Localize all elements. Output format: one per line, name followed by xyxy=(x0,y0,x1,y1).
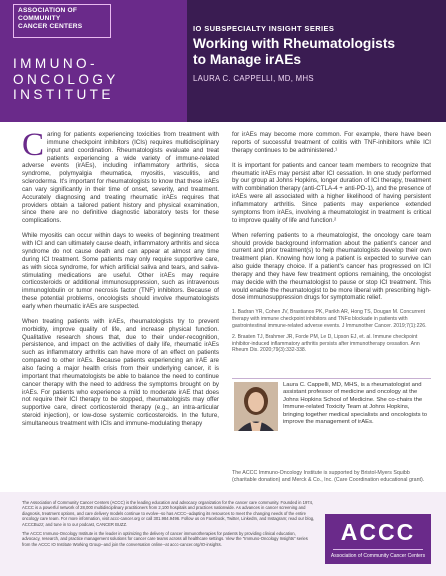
paragraph-referral: When referring patients to a rheumatologist, the oncology care team should provide background information about the patient's cancer and current and prior treatment(s) to help rheumatologists develop their own treatment plan. Knowing how long a patient is expected to survive can also guide therapy choice. If a patient's cancer has progressed on ICI therapy and they have few treatment options remaining, the oncologist may decide with the rheumatologist to pause or stop ICI treatment. This would enable the rheumatologist to be more liberal with prescribing high-dose immunosuppression drugs for symptomatic relief. xyxy=(232,231,431,302)
paragraph-persistence: It is important for patients and cancer team members to recognize that rheumatic irAEs may persist after ICI cessation. In one study performed by our group at Johns Hopkins, longer duration of ICI therapy, treatment with combination therapy (anti-CTLA-4 + anti-PD-1), and the presence of irAEs were all associated with a higher likelihood of having persistent inflammatory arthritis. Since patients may experience extended symptoms from irAEs, involving a rheumatologist in treatment is critical to improve quality of life and function.² xyxy=(232,161,431,224)
footer-accc-description: The Association of Community Cancer Centers (ACCC) is the leading education and advocacy organization for the cancer care community. Founded in 1974, ACCC is a powerful network of 28,000 multidisciplinary practitioners from 2,100 hospitals and practices nationwide. As advances in cancer screening and diagnosis, treatment options, and care delivery models continue to evolve--so has ACCC--adapting its resources to meet the changing needs of the entire oncology care team. For more information, visit accc-cancer.org or call 301.984.9496. Follow us on Facebook, Twitter, LinkedIn, and Instagram; read our blog, ACCCBuzz; and tune in to our podcast, CANCER BUZZ. xyxy=(22,500,315,527)
org-name-line-3: CANCER CENTERS xyxy=(18,22,83,30)
org-name-line-1: ASSOCIATION OF xyxy=(18,7,78,14)
article-column-left xyxy=(22,127,219,435)
author-byline: LAURA C. CAPPELLI, MD, MHS xyxy=(193,74,314,83)
support-statement: The ACCC Immuno-Oncology Institute is supported by Bristol-Myers Squibb (charitable donation) and Merck & Co., Inc. (Care Coordination educational grant). xyxy=(232,470,425,483)
accc-logo-name: Association of Community Cancer Centers xyxy=(330,553,426,559)
paragraph-intro-text: aring for patients experiencing toxicities from treatment with immune checkpoint inhibitors (ICIs) requires multidisciplinary input and coordination. Rheumatologists evaluate and treat patients experiencing a wide variety of immune-related adverse events (irAEs), including inflammatory arthritis, sicca syndrome, polymyalgia rheumatica, myositis, vasculitis, and scleroderma. It's important for rheumatologists to know that these irAEs can vary significantly in their time of onset, severity, and treatment. Accurately diagnosing and treating rheumatic irAEs requires that providers obtain a tailored patient history and physical examination, since there are no definitive diagnostic laboratory tests for these complications. xyxy=(22,131,219,225)
page-title-line-1: Working with Rheumatologists xyxy=(193,36,396,51)
bio-divider xyxy=(232,378,431,379)
accc-logo xyxy=(325,514,431,564)
accc-logo-letters: ACCC xyxy=(340,519,416,545)
header-left-panel xyxy=(0,0,187,122)
references-list xyxy=(232,309,431,354)
accc-org-badge xyxy=(13,4,111,38)
org-name-line-2: COMMUNITY xyxy=(18,14,61,22)
institute-title-line-1: IMMUNO- xyxy=(13,56,98,71)
institute-title-line-2: ONCOLOGY xyxy=(13,71,119,87)
institute-title-line-3: INSTITUTE xyxy=(13,87,114,102)
article-column-right xyxy=(232,131,431,359)
drop-cap: C xyxy=(22,127,45,163)
paragraph-concurrent-therapy: for irAEs may become more common. For example, there have been reports of successful treatment of colitis with TNF-inhibitors while ICI therapy continues to be administered.¹ xyxy=(232,131,431,154)
reference-item: 1. Badran YR, Cohen JV, Brastianos PK, Parikh AR, Hong TS, Dougan M. Concurrent therapy with immune checkpoint inhibitors and TNFα blockade in patients with gastrointestinal immune-related adverse events. J Immunother Cancer. 2019;7(1):226. xyxy=(232,309,427,329)
logo-divider xyxy=(333,549,423,550)
author-portrait-image xyxy=(234,382,278,431)
paragraph-myositis: While myositis can occur within days to weeks of beginning treatment with ICI and can ultimately cause death, inflammatory arthritis and sicca syndrome do not cause death and can appear at almost any time during ICI treatment. Some patients may only require supportive care, as with sicca syndrome, for which artificial saliva and tears, and saliva-stimulating medications are useful. Other irAEs may require corticosteroids or additional immunosuppression, such as intravenous immunoglobulin or tumor necrosis factor (TNF) inhibitors. Because of these potential problems, oncologists should involve rheumatologists early when rheumatic irAEs are suspected. xyxy=(22,232,219,310)
header-banner xyxy=(0,0,446,122)
footer-text xyxy=(22,500,315,551)
paragraph-treatment-goals: When treating patients with irAEs, rheumatologists try to prevent morbidity, improve quality of life, and increase physical function. Qualitative research shows that, due to their under-recognition, persistence, and impact on the activities of daily life, rheumatic irAEs such as inflammatory arthritis can have more of an effect on patients compared to other irAEs. Because patients experiencing an irAE are also facing a major health crisis from their underlying cancer, it is important that rheumatologists be able to balance the need to continue cancer therapy with the need to address the symptoms brought on by irAEs. For patients who experience a mild to moderate irAE that does not require their ICI therapy to be stopped, rheumatologists may offer supportive care, direct corticosteroid therapy (e.g., an intra-articular steroid injection), or low-dose systemic corticosteroids. In the future, simultaneous treatment with ICIs and immune-modulating therapy xyxy=(22,317,219,427)
page-title xyxy=(193,36,433,67)
series-label: IO SUBSPECIALTY INSIGHT SERIES xyxy=(193,24,335,33)
author-photo xyxy=(234,382,278,431)
paragraph-intro xyxy=(22,127,219,225)
reference-item: 2. Braaten TJ, Brahmer JR, Forde PM, Le D, Lipson EJ, et. al. Immune checkpoint inhibitor-induced inflammatory arthritis persists after immunotherapy cessation. Ann Rheum Dis. 2020;79(3):332-338. xyxy=(232,334,420,354)
footer-institute-description: The ACCC Immuno-Oncology Institute is the leader in optimizing the delivery of cancer immunotherapies for patients by providing clinical education, advocacy, research, and practice management solutions for cancer care teams across all healthcare settings. View the "Immuno-Oncology Insights" series from the ACCC IO Institute Working Group--and join the conversation online--at accc-cancer.org/IO-insights. xyxy=(22,531,308,547)
institute-title xyxy=(13,56,183,103)
page-title-line-2: to Manage irAEs xyxy=(193,51,302,67)
author-bio: Laura C. Cappelli, MD, MHS, is a rheumatologist and assistant professor of medicine and oncology at the Johns Hopkins School of Medicine. She co-chairs the Immune-related Toxicity Team at Johns Hopkins, bringing together medical specialists and oncologists to improve the management of irAEs. xyxy=(283,382,428,426)
